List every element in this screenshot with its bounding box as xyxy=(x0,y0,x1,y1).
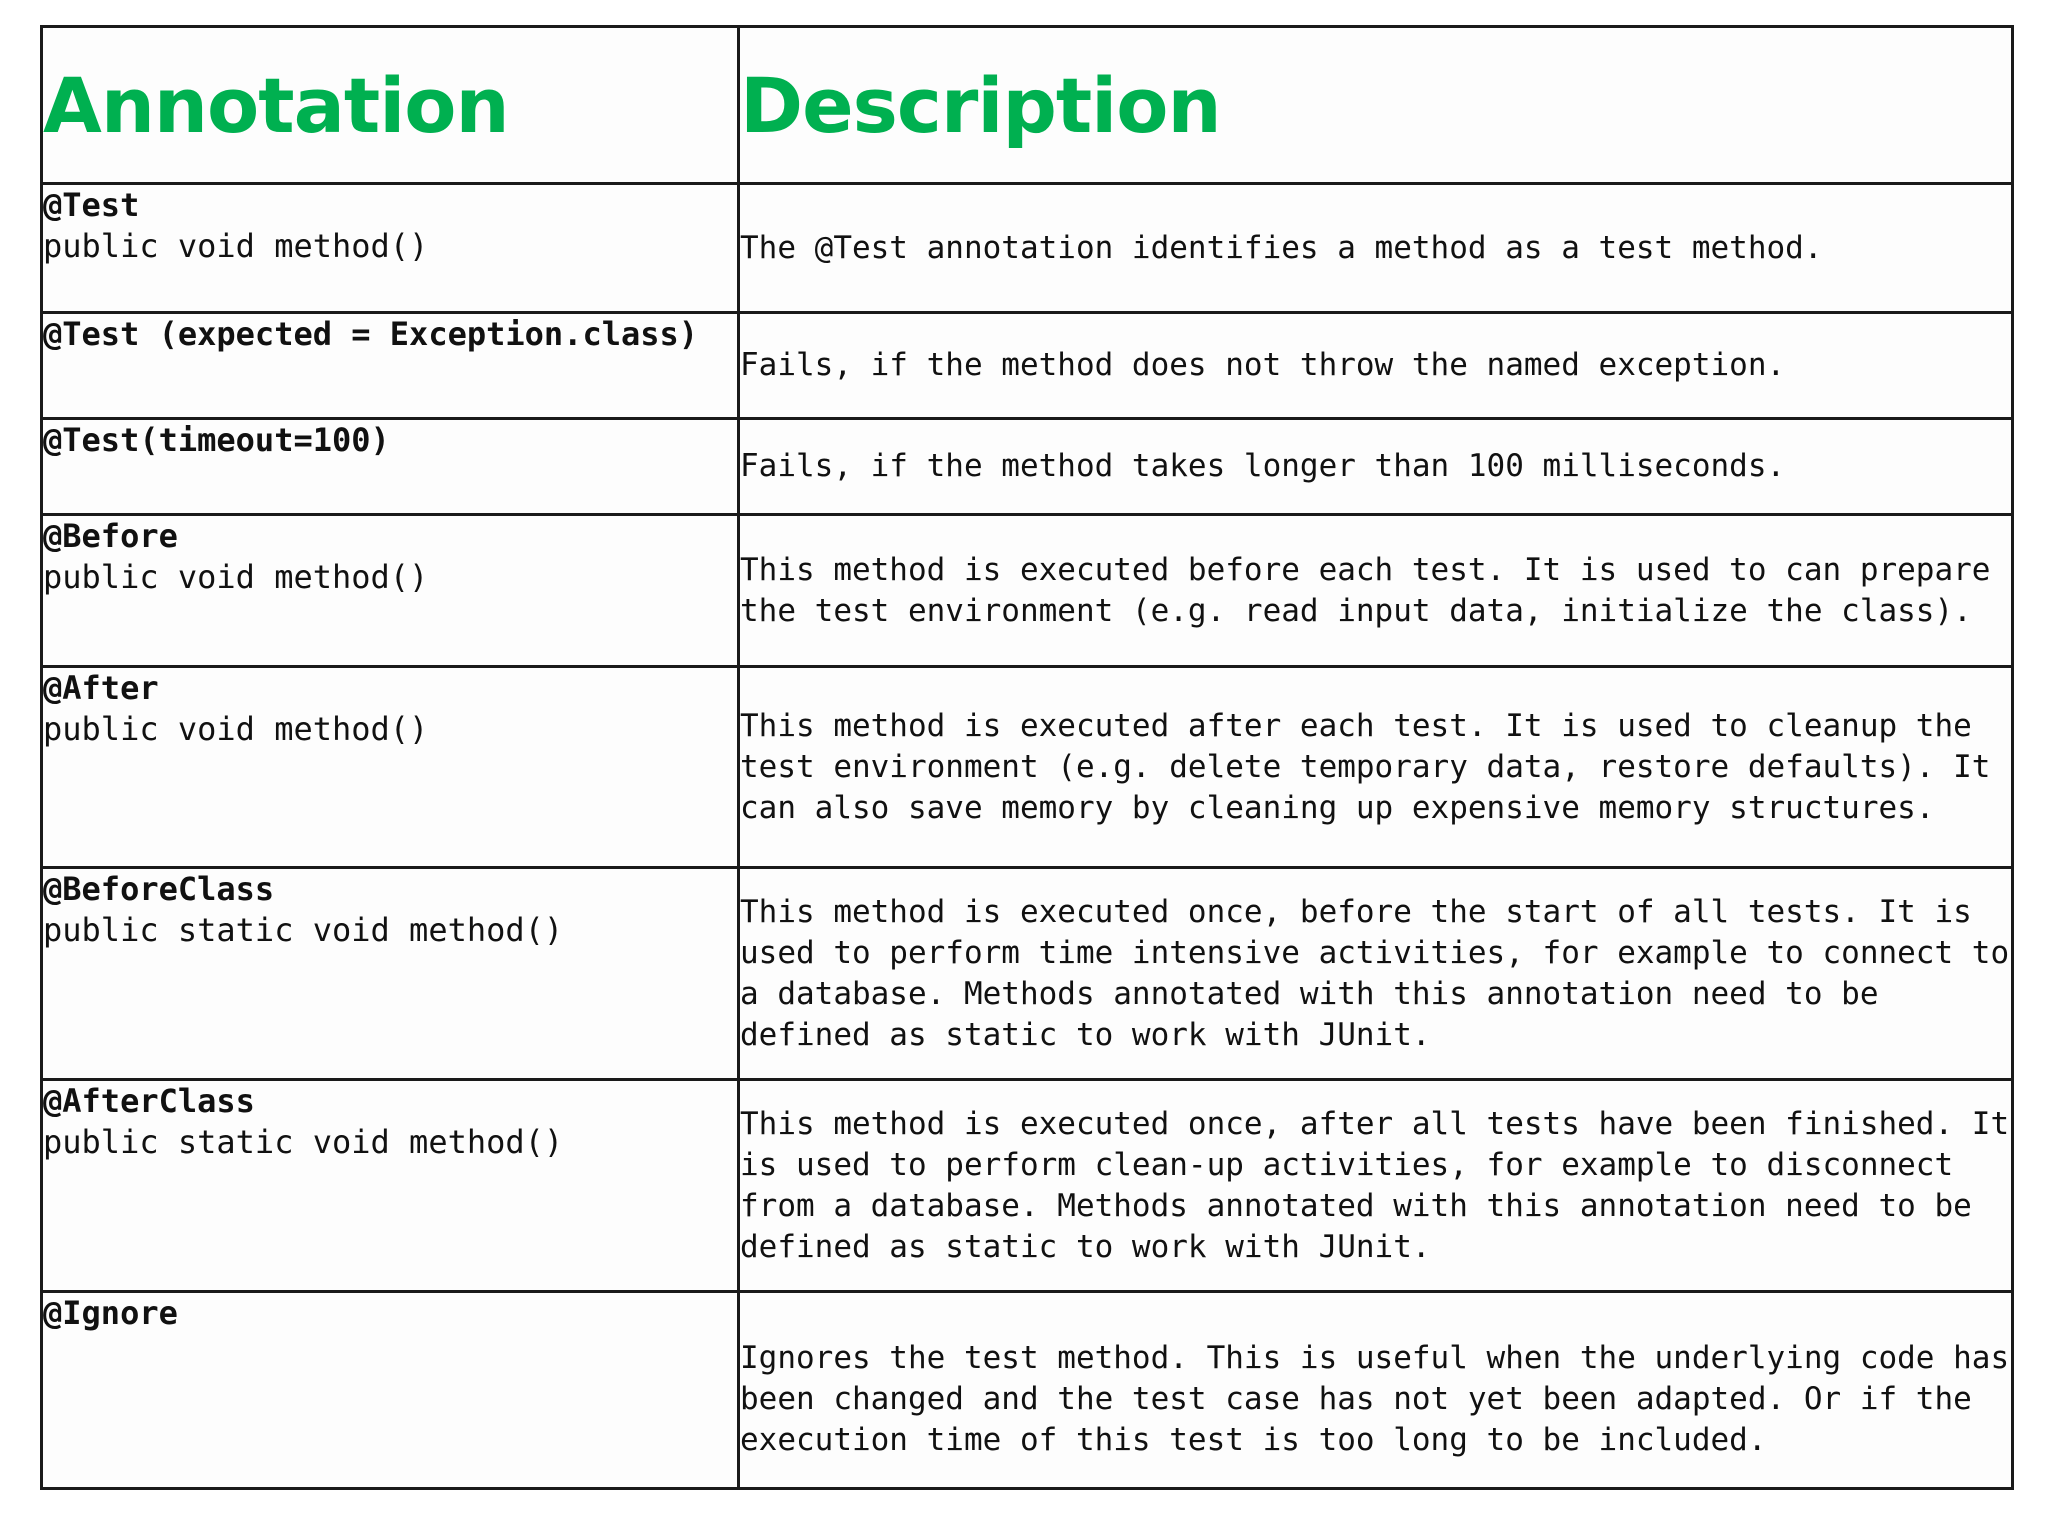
annotation-cell xyxy=(42,667,739,868)
annotation-name: @Ignore xyxy=(43,1294,178,1332)
annotation-cell xyxy=(42,868,739,1080)
annotation-name: @Test(timeout=100) xyxy=(43,421,390,459)
table-row xyxy=(42,515,2013,667)
method-signature: public void method() xyxy=(43,710,429,748)
annotation-name: @AfterClass xyxy=(43,1082,255,1120)
table-row xyxy=(42,419,2013,515)
table-row xyxy=(42,1080,2013,1292)
junit-annotations-table xyxy=(40,25,2014,1490)
annotation-cell xyxy=(42,313,739,419)
method-signature: public static void method() xyxy=(43,911,564,949)
annotation-name: @Before xyxy=(43,517,178,555)
annotation-name: @BeforeClass xyxy=(43,870,275,908)
annotation-cell xyxy=(42,1292,739,1489)
description-cell: Fails, if the method does not throw the named exception. xyxy=(739,313,2013,419)
annotation-cell xyxy=(42,1080,739,1292)
table-row xyxy=(42,667,2013,868)
description-cell: This method is executed once, after all tests have been finished. It is used to perform clean-up activities, for example to disconnect from a database. Methods annotated with this annotation need to be defined as static to work with JUnit. xyxy=(739,1080,2013,1292)
table-row xyxy=(42,868,2013,1080)
annotation-cell xyxy=(42,419,739,515)
table-row xyxy=(42,313,2013,419)
description-cell: Fails, if the method takes longer than 100 milliseconds. xyxy=(739,419,2013,515)
table-header-row xyxy=(42,27,2013,184)
method-signature: public void method() xyxy=(43,558,429,596)
annotation-name: @Test (expected = Exception.class) xyxy=(43,315,699,353)
description-cell: This method is executed once, before the start of all tests. It is used to perform time intensive activities, for example to connect to a database. Methods annotated with this annotation need to be defined as static to work with JUnit. xyxy=(739,868,2013,1080)
header-description: Description xyxy=(739,27,2013,184)
description-cell: The @Test annotation identifies a method as a test method. xyxy=(739,184,2013,313)
table-row xyxy=(42,184,2013,313)
method-signature: public static void method() xyxy=(43,1123,564,1161)
table-row xyxy=(42,1292,2013,1489)
annotation-cell xyxy=(42,184,739,313)
annotation-name: @After xyxy=(43,669,159,707)
annotation-name: @Test xyxy=(43,186,140,224)
description-cell: This method is executed after each test. It is used to cleanup the test environment (e.g. delete temporary data, restore defaults). It can also save memory by cleaning up expensive memory structures. xyxy=(739,667,2013,868)
method-signature: public void method() xyxy=(43,227,429,265)
description-cell: This method is executed before each test. It is used to can prepare the test environment (e.g. read input data, initialize the class). xyxy=(739,515,2013,667)
header-annotation: Annotation xyxy=(42,27,739,184)
annotation-cell xyxy=(42,515,739,667)
description-cell: Ignores the test method. This is useful when the underlying code has been changed and the test case has not yet been adapted. Or if the execution time of this test is too long to be included. xyxy=(739,1292,2013,1489)
